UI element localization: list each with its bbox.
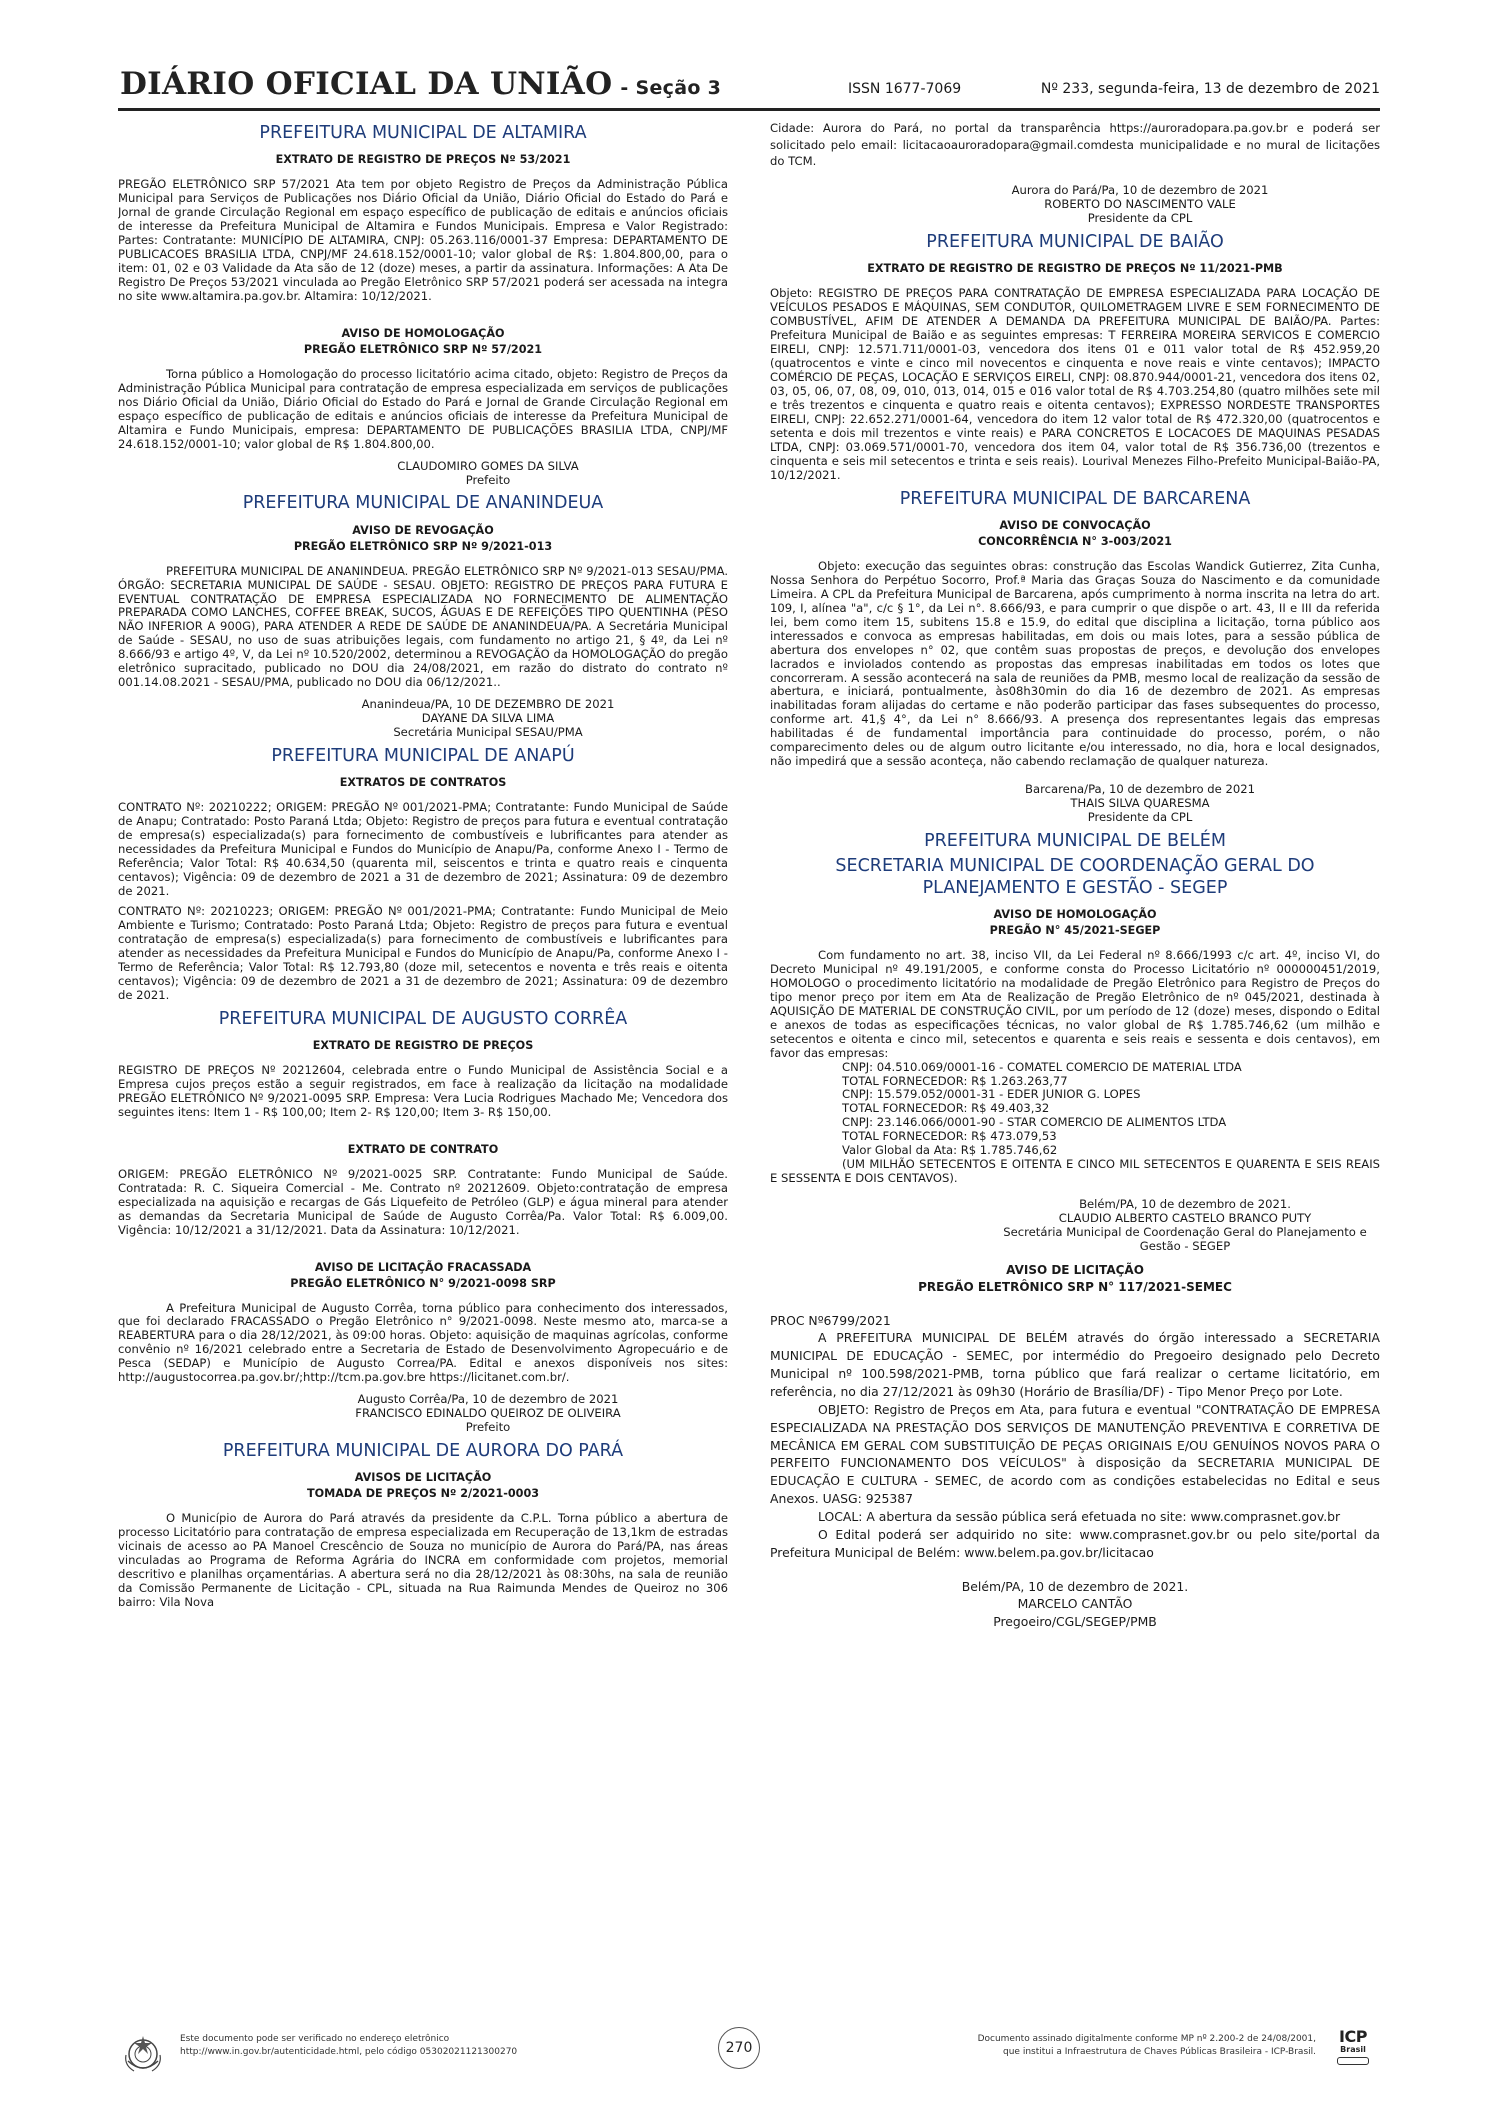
supplier-line: TOTAL FORNECEDOR: R$ 49.403,32 bbox=[842, 1101, 1050, 1116]
national-emblem-icon bbox=[120, 2031, 166, 2081]
notice-subtitle: AVISO DE LICITAÇÃO FRACASSADA PREGÃO ELETRÔNICO N° 9/2021-0098 SRP bbox=[290, 1260, 556, 1290]
supplier-line: TOTAL FORNECEDOR: R$ 473.079,53 bbox=[842, 1129, 1057, 1144]
icp-brasil-logo: ICP Brasil bbox=[1330, 2029, 1376, 2065]
notice-subtitle: EXTRATO DE REGISTRO DE PREÇOS bbox=[312, 1039, 534, 1053]
supplier-line: TOTAL FORNECEDOR: R$ 1.263.263,77 bbox=[842, 1073, 1068, 1088]
entity-heading: PREFEITURA MUNICIPAL DE ANAPÚ bbox=[271, 746, 575, 766]
page-header bbox=[118, 66, 1380, 108]
notice-text: Com fundamento no art. 38, inciso VII, da Lei Federal nº 8.666/1993 c/c art. 4º, inciso VI, do Decreto Municipal nº 49.191/2005, e conforme consta do Processo Licitatório nº 000000451/2019, HOMOLOGO o procedimento licitatório na modalidade de Pregão Eletrônico para Registro de Preços do tipo menor preço por item em Ata de Realização de Pregão Eletrônico de nº 045/2021, destinada à AQUISIÇÃO DE MATERIAL DE CONSTRUÇÃO CIVIL, por um período de 12 (doze) meses, dispondo o Edital e anexos de todas as especificações técnicas, no valor global de R$ 1.785.746,62 (um milhão e setecentos e oitenta e cinco mil, setecentos e quarenta e seis reais e sessenta e dois centavos), em favor das empresas: bbox=[770, 947, 1380, 1060]
notice-text: PREGÃO ELETRÔNICO SRP 57/2021 Ata tem por objeto Registro de Preços da Administração Pública Municipal para Serviços de Publicações nos Diário Oficial da União, Diário Oficial do Estado do Pará e Jornal de grande Circulação Regional em espaço específico de publicação de editais e anúncios oficiais de interesse da Prefeitura Municipal de Altamira e Fundos Municipais. Empresa e Valor Registrado: Partes: Contratante: MUNICÍPIO DE ALTAMIRA, CNPJ: 05.263.116/0001-37 Empresa: DEPARTAMENTO DE PUBLICACOES BRASILIA LTDA, CNPJ/MF 24.618.152/0001-10; valor global de R$: 1.804.800,00, para o item: 01, 02 e 03 Validade da Ata são de 12 (doze) meses, a partir da assinatura. Informações: A Ata De Registro De Preços 53/2021 vinculada ao Pregão Eletrônico SRP 57/2021 poderá ser acessada na integra no site www.altamira.pa.gov.br. Altamira: 10/12/2021. bbox=[118, 177, 728, 303]
notice-subtitle: EXTRATO DE REGISTRO DE REGISTRO DE PREÇOS Nº 11/2021-PMB bbox=[867, 262, 1283, 276]
page-number: 270 bbox=[718, 2027, 760, 2069]
notice-subtitle: AVISO DE LICITAÇÃO PREGÃO ELETRÔNICO SRP N° 117/2021-SEMEC bbox=[918, 1262, 1232, 1294]
notice-text: LOCAL: A abertura da sessão pública será efetuada no site: www.comprasnet.gov.br bbox=[818, 1509, 1341, 1525]
notice-text: Cidade: Aurora do Pará, no portal da transparência https://auroradopara.pa.gov.br e poderá ser solicitado pelo email: licitacaoauroradopara@gmail.comdesta municipalidade e no mural de licitações do TCM. bbox=[770, 121, 1380, 169]
notice-subtitle: EXTRATO DE REGISTRO DE PREÇOS Nº 53/2021 bbox=[275, 153, 571, 167]
notice-subtitle: AVISO DE HOMOLOGAÇÃO PREGÃO ELETRÔNICO SRP Nº 57/2021 bbox=[303, 326, 543, 356]
supplier-line: Valor Global da Ata: R$ 1.785.746,62 bbox=[842, 1143, 1058, 1158]
right-column bbox=[770, 120, 1380, 2010]
edition-date: Nº 233, segunda-feira, 13 de dezembro de 2021 bbox=[1040, 81, 1380, 97]
notice-text: (UM MILHÃO SETECENTOS E OITENTA E CINCO MIL SETECENTOS E QUARENTA E SEIS REAIS E SESSENTA E DOIS CENTAVOS). bbox=[770, 1156, 1380, 1185]
notice-text: REGISTRO DE PREÇOS Nº 20212604, celebrada entre o Fundo Municipal de Assistência Social e a Empresa cujos preços estão a seguir registrados, em face à realização da licitação na modalidade PREGÃO ELETRÔNICO Nº 9/2021-0095 SRP. Empresa: Vera Lucia Rodrigues Machado Me; Vencedora dos seguintes itens: Item 1 - R$ 100,00; Item 2- R$ 120,00; Item 3- R$ 150,00. bbox=[118, 1063, 728, 1119]
journal-title: DIÁRIO OFICIAL DA UNIÃO - Seção 3 bbox=[120, 66, 722, 102]
signature: Belém/PA, 10 de dezembro de 2021. CLAUDIO ALBERTO CASTELO BRANCO PUTY Secretária Municipal de Coordenação Geral do Planejamento e Gestão - SEGEP bbox=[1003, 1196, 1367, 1253]
signature-note: Documento assinado digitalmente conforme MP nº 2.200-2 de 24/08/2001, que institui a Infraestrutura de Chaves Públicas Brasileira - ICP-Brasil. bbox=[977, 2034, 1316, 2058]
notice-text: CONTRATO Nº: 20210222; ORIGEM: PREGÃO Nº 001/2021-PMA; Contratante: Fundo Municipal de Saúde de Anapu; Contratado: Posto Paraná Ltda; Objeto: Registro de preços para futura e eventual contratação de empresa(s) especializada(s) para fornecimento de combustíveis e lubrificantes para atender as necessidades da Prefeitura Municipal e Fundos do Município de Anapu/Pa, conforme Anexo I - Termo de Referência; Valor Total: R$ 40.634,50 (quarenta mil, seiscentos e trinta e quatro reais e cinquenta centavos); Vigência: 09 de dezembro de 2021 a 31 de dezembro de 2021; Assinatura: 09 de dezembro de 2021. bbox=[118, 800, 728, 899]
supplier-line: CNPJ: 23.146.066/0001-90 - STAR COMERCIO DE ALIMENTOS LTDA bbox=[842, 1115, 1227, 1130]
notice-text: O Edital poderá ser adquirido no site: www.comprasnet.gov.br ou pelo site/portal da Prefeitura Municipal de Belém: www.belem.pa.gov.br/licitacao bbox=[770, 1526, 1380, 1560]
notice-text: Objeto: execução das seguintes obras: construção das Escolas Wandick Gutierrez, Zita Cunha, Nossa Senhora do Perpétuo Socorro, Prof.ª Maria das Graças Souza do Nascimento e da comunidade Limeira. A CPL da Prefeitura Municipal de Barcarena, após cumprimento à norma inscrita na letra do art. 109, I, alínea "a", c/c § 1°, da Lei n°. 8.666/93, e para cumprir o que dispõe o art. 43, II e III da referida lei, bem como item 15, subitens 15.8 e 15.9, do edital que disciplina a licitação, torna público aos interessados e convoca as empresas habilitadas, em dois ou mais lotes, para a sessão pública de abertura dos envelopes n° 02, que contêm suas propostas de preços, e devolução dos envelopes lacrados e inviolados contendo as propostas das empresas inabilitadas em todos os lotes que concorreram. A sessão acontecerá na sala de reuniões da PMB, mesmo local de realização da sessão de abertura, e iniciará, pontualmente, às08h30min do dia 16 de dezembro de 2021. As empresas inabilitadas foram alijadas do certame e não poderão participar das fases subsequentes do processo, conforme art. 41,§ 4°, da Lei n° 8.666/93. A presença dos representantes legais das empresas habilitadas é de fundamental importância para continuidade do processo, porém, o não comparecimento deles ou de algum outro licitante e/ou interessado, no dia, hora e local designados, não impedirá que a sessão aconteça, não cabendo reclamação de qualquer natureza. bbox=[770, 558, 1380, 769]
key-icon bbox=[1337, 2057, 1369, 2065]
entity-heading: PREFEITURA MUNICIPAL DE ANANINDEUA bbox=[242, 493, 604, 514]
page-footer bbox=[118, 2025, 1380, 2085]
supplier-line: CNPJ: 15.579.052/0001-31 - EDER JUNIOR G. LOPES bbox=[842, 1087, 1141, 1102]
verification-note: Este documento pode ser verificado no endereço eletrônico http://www.in.gov.br/autenticidade.html, pelo código 05302021121300270 bbox=[180, 2034, 518, 2058]
notice-text: Objeto: REGISTRO DE PREÇOS PARA CONTRATAÇÃO DE EMPRESA ESPECIALIZADA PARA LOCAÇÃO DE VEÍCULOS PESADOS E MÁQUINAS, SEM CONDUTOR, QUILOMETRAGEM LIVRE E SEM FORNECIMENTO DE COMBUSTÍVEL, AFIM DE ATENDER A DEMANDA DA PREFEITURA MUNICIPAL DE BAIÃO/PA. Partes: Prefeitura Municipal de Baião e as seguintes empresas: T FERREIRA MOREIRA SERVICOS E COMERCIO EIRELI, CNPJ: 12.571.711/0001-03, vencedora dos itens 01 e 011 valor total de R$ 452.959,20 (quatrocentos e vinte e cinco mil novecentos e cinquenta e nove reais e vinte centavos); IMPACTO COMÉRCIO DE PEÇAS, LOCAÇÃO E SERVIÇOS EIRELI, CNPJ: 08.870.944/0001-21, vencedora dos itens 02, 03, 05, 06, 07, 08, 09, 010, 013, 014, 015 e 016 valor total de R$ 4.703.254,80 (quatro milhões sete mil e três trezentos e cinquenta e quatro reais e oitenta centavos); EXPRESSO NORDESTE TRANSPORTES EIRELI, CNPJ: 22.652.271/0001-64, vencedora do item 12 valor total de R$ 472.320,00 (quatrocentos e setenta e dois mil trezentos e vinte reais) e PARA CONCRETOS E LOCACOES DE MAQUINAS PESADAS LTDA, CNPJ: 03.069.571/0001-70, vencedora dos item 04, valor total de R$ 356.736,00 (trezentos e cinquenta e seis mil setecentos e trinta e seis reais). Lourival Menezes Filho-Prefeito Municipal-Baião-PA, 10/12/2021. bbox=[770, 286, 1380, 482]
notice-text: ORIGEM: PREGÃO ELETRÔNICO Nº 9/2021-0025 SRP. Contratante: Fundo Municipal de Saúde. Contratada: R. C. Siqueira Comercial - Me. Contrato nº 20212609. Objeto:contratação de empresa especializada na aquisição e recargas de Gás Liquefeito de Petróleo (GLP) e água mineral para atender as demandas da Secretaria Municipal de Saúde de Augusto Corrêa/Pa. Valor Total: R$ 6.009,00. Vigência: 10/12/2021 a 31/12/2021. Data da Assinatura: 10/12/2021. bbox=[118, 1166, 728, 1237]
notice-text: Torna público a Homologação do processo licitatório acima citado, objeto: Registro de Preços da Administração Pública Municipal para contratação de empresa especializada em serviços de publicações nos Diário Oficial da União, Diário Oficial do Estado do Pará e Jornal de Grande Circulação Regional em espaço específico de publicação de editais e anúncios oficiais de interesse da Prefeitura Municipal de Altamira e Fundo Municipais, empresa: DEPARTAMENTO DE PUBLICAÇÕES BRASILIA LTDA, CNPJ/MF 24.618.152/0001-10; valor global de R$ 1.804.800,00. bbox=[118, 366, 728, 451]
notice-subtitle: AVISO DE HOMOLOGAÇÃO PREGÃO N° 45/2021-SEGEP bbox=[989, 908, 1161, 937]
notice-subtitle: EXTRATOS DE CONTRATOS bbox=[339, 776, 507, 790]
notice-subtitle: AVISOS DE LICITAÇÃO TOMADA DE PREÇOS Nº 2/2021-0003 bbox=[306, 1471, 540, 1501]
section-label: - Seção 3 bbox=[620, 77, 722, 99]
left-column bbox=[118, 120, 728, 2010]
entity-heading: PREFEITURA MUNICIPAL DE BELÉM bbox=[924, 831, 1226, 851]
notice-text: O Município de Aurora do Pará através da presidente da C.P.L. Torna público a abertura de processo Licitatório para contratação de empresa especializada em Recuperação de 13,1km de estradas vicinais de acesso ao PA Manoel Crescêncio de Souza no município de Aurora do Pará/PA, nas áreas vinculadas ao Programa de Reforma Agrária do INCRA em conformidade com projetos, memorial descritivo e planilhas orçamentárias. A abertura será no dia 28/12/2021 às 08:30hs, na sala de reunião da Comissão Permanente de Licitação - CPL, situada na Rua Raimunda Mendes de Queiroz no 306 bairro: Vila Nova bbox=[118, 1511, 728, 1609]
signature: Augusto Corrêa/Pa, 10 de dezembro de 2021 FRANCISCO EDINALDO QUEIROZ DE OLIVEIRA Prefeito bbox=[355, 1392, 621, 1435]
notice-subtitle: EXTRATO DE CONTRATO bbox=[347, 1142, 499, 1156]
notice-text: OBJETO: Registro de Preços em Ata, para futura e eventual "CONTRATAÇÃO DE EMPRESA ESPECIALIZADA NA PRESTAÇÃO DOS SERVIÇOS DE MANUTENÇÃO PREVENTIVA E CORRETIVA DE MECÂNICA EM GERAL COM SUBSTITUIÇÃO DE PEÇAS ORIGINAIS E/OU GENUÍNOS NOVOS PARA O PERFEITO FUNCIONAMENTO DOS VEÍCULOS" à disposição da SECRETARIA MUNICIPAL DE EDUCAÇÃO E CULTURA - SEMEC, de acordo com as condições estabelecidas no Edital e seus Anexos. UASG: 925387 bbox=[770, 1401, 1380, 1507]
supplier-line: CNPJ: 04.510.069/0001-16 - COMATEL COMERCIO DE MATERIAL LTDA bbox=[842, 1059, 1242, 1074]
notice-text: A PREFEITURA MUNICIPAL DE BELÉM através do órgão interessado a SECRETARIA MUNICIPAL DE EDUCAÇÃO - SEMEC, por intermédio do Pregoeiro designado pelo Decreto Municipal nº 100.598/2021-PMB, torna público que fará realizar o certame licitatório, em referência, no dia 27/12/2021 às 09h30 (Horário de Brasília/DF) - Tipo Menor Preço por Lote. bbox=[770, 1330, 1380, 1399]
entity-heading: PREFEITURA MUNICIPAL DE ALTAMIRA bbox=[259, 123, 587, 143]
notice-subtitle: AVISO DE REVOGAÇÃO PREGÃO ELETRÔNICO SRP Nº 9/2021-013 bbox=[293, 523, 553, 553]
entity-heading: PREFEITURA MUNICIPAL DE AUGUSTO CORRÊA bbox=[218, 1008, 628, 1029]
entity-heading: PREFEITURA MUNICIPAL DE AURORA DO PARÁ bbox=[222, 1441, 624, 1462]
signature: Barcarena/Pa, 10 de dezembro de 2021 THAIS SILVA QUARESMA Presidente da CPL bbox=[1025, 782, 1255, 825]
entity-heading: PREFEITURA MUNICIPAL DE BARCARENA bbox=[899, 488, 1251, 509]
header-rule bbox=[118, 108, 1380, 111]
signature: Aurora do Pará/Pa, 10 de dezembro de 2021 ROBERTO DO NASCIMENTO VALE Presidente da CPL bbox=[1011, 183, 1269, 225]
entity-heading: SECRETARIA MUNICIPAL DE COORDENAÇÃO GERAL DO PLANEJAMENTO E GESTÃO - SEGEP bbox=[835, 856, 1315, 898]
signature: Belém/PA, 10 de dezembro de 2021. MARCELO CANTÃO Pregoeiro/CGL/SEGEP/PMB bbox=[961, 1578, 1189, 1630]
notice-text: CONTRATO Nº: 20210223; ORIGEM: PREGÃO Nº 001/2021-PMA; Contratante: Fundo Municipal de Meio Ambiente e Turismo; Contratado: Posto Paraná Ltda; Objeto: Registro de preços para futura e eventual contratação de empresa(s) especializada(s) para fornecimento de combustíveis e lubrificantes para atender as necessidades da Prefeitura Municipal e Fundos do Município de Anapu/Pa, conforme Anexo I - Termo de Referência; Valor Total: R$ 12.793,80 (doze mil, setecentos e noventa e três reais e oitenta centavos); Vigência: 09 de dezembro de 2021 a 31 de dezembro de 2021; Assinatura: 09 de dezembro de 2021. bbox=[118, 904, 728, 1002]
signature: CLAUDOMIRO GOMES DA SILVA Prefeito bbox=[397, 458, 579, 487]
proc-number: PROC Nº6799/2021 bbox=[770, 1312, 891, 1328]
signature: Ananindeua/PA, 10 DE DEZEMBRO DE 2021 DAYANE DA SILVA LIMA Secretária Municipal SESAU/PMA bbox=[361, 697, 615, 740]
entity-heading: PREFEITURA MUNICIPAL DE BAIÃO bbox=[926, 231, 1224, 252]
issn: ISSN 1677-7069 bbox=[848, 81, 962, 97]
supplier-list bbox=[842, 1061, 1380, 1158]
notice-subtitle: AVISO DE CONVOCAÇÃO CONCORRÊNCIA N° 3-003/2021 bbox=[978, 518, 1172, 548]
notice-text: PREFEITURA MUNICIPAL DE ANANINDEUA. PREGÃO ELETRÔNICO SRP Nº 9/2021-013 SESAU/PMA. ÓRGÃO: SECRETARIA MUNICIPAL DE SAÚDE - SESAU. OBJETO: REGISTRO DE PREÇOS PARA FUTURA E EVENTUAL CONTRATAÇÃO DE EMPRESA ESPECIALIZADA NO FORNECIMENTO DE ALIMENTAÇÃO PREPARADA COMO LANCHES, COFFEE BREAK, SUCOS, ÁGUAS E DE REFEIÇÕES TIPO QUENTINHA (PESO NÃO INFERIOR A 900G), PARA ATENDER A REDE DE SAÚDE DE ANANINDEUA/PA. A Secretária Municipal de Saúde - SESAU, no uso de suas atribuições legais, com fundamento no artigo 21, § 4º, da Lei nº 8.666/93 e artigo 4º, V, da Lei nº 10.520/2002, determinou a REVOGAÇÃO da HOMOLOGAÇÃO do pregão eletrônico supracitado, publicado no DOU dia 24/08/2021, em razão do distrato do contrato nº 001.14.08.2021 - SESAU/PMA, publicado no DOU dia 06/12/2021.. bbox=[118, 563, 728, 690]
notice-text: A Prefeitura Municipal de Augusto Corrêa, torna público para conhecimento dos interessados, que foi declarado FRACASSADO o Pregão Eletrônico n° 9/2021-0098. Neste mesmo ato, marca-se a REABERTURA para o dia 28/12/2021, às 09:00 horas. Objeto: aquisição de maquinas agrícolas, conforme convênio nº 16/2021 celebrado entre a Secretaria de Estado de Desenvolvimento Agropecuário e de Pesca (SEDAP) e Município de Augusto Correa/PA. Edital e anexos disponíveis nos sites: http://augustocorrea.pa.gov.br/;http://tcm.pa.gov.bre https://licitanet.com.br/. bbox=[118, 1300, 728, 1385]
